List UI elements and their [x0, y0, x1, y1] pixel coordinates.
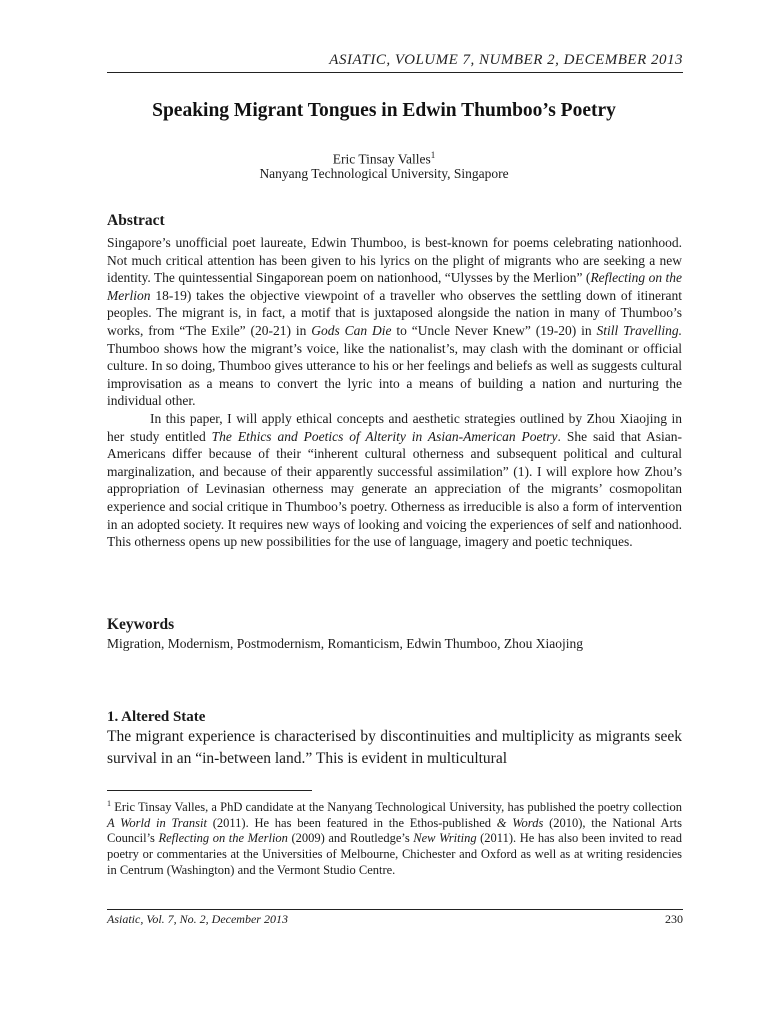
- abstract-body: [107, 234, 682, 551]
- abstract-heading: Abstract: [107, 212, 165, 229]
- keywords-heading: Keywords: [107, 616, 175, 633]
- running-header: ASIATIC, VOLUME 7, NUMBER 2, DECEMBER 2013: [329, 52, 683, 68]
- section-body: The migrant experience is characterised by discontinuities and multiplicity as migrants seek survival in an “in-between land.” This is evident in multicultural: [107, 728, 682, 767]
- footnote-rule: [107, 790, 312, 791]
- header-rule: [107, 72, 683, 73]
- author-line: [0, 150, 768, 168]
- abstract-paragraph: In this paper, I will apply ethical concepts and aesthetic strategies outlined by Zhou Xiaojing in her study entitled The Ethics and Poetics of Alterity in Asian-American Poetry. She said that Asian-Americans differ because of their “inherent cultural otherness and subsequent political and cultural marginalization, and because of their apparently successful assimilation” (1). I will explore how Zhou’s appropriation of Levinasian otherness may generate an appreciation of the migrants’ cosmopolitan experience and social critique in Thumboo’s poetry. Otherness as irreducible is also a form of intervention in an adopted society. It requires new ways of looking and voicing the experiences of self and nationhood. This otherness opens up new possibilities for the use of language, imagery and poetic techniques.: [107, 410, 682, 550]
- footer-citation: Asiatic, Vol. 7, No. 2, December 2013: [107, 912, 288, 926]
- footnote: $^1$ Eric Tinsay Valles, a PhD candidate at the Nanyang Technological University, has published the poetry collection A World in Transit (2011). He has been featured in the Ethos-published & Words (2010), the National Arts Council’s Reflecting on the Merlion (2009) and Routledge’s New Writing (2011). He has also been invited to read poetry or commentaries at the Universities of Melbourne, Chichester and Oxford as well as at writing residencies in Centrum (Washington) and the Vermont Studio Centre.: [107, 799, 683, 877]
- abstract-paragraph: Singapore’s unofficial poet laureate, Edwin Thumboo, is best-known for poems celebrating nationhood. Not much critical attention has been given to his lyrics on the plight of migrants who are seeking a new identity. The quintessential Singaporean poem on nationhood, “Ulysses by the Merlion” (Reflecting on the Merlion 18-19) takes the objective viewpoint of a traveller who observes the settling down of itinerant peoples. The migrant is, in fact, a motif that is juxtaposed alongside the nation in many of Thumboo’s works, from “The Exile” (20-21) in Gods Can Die to “Uncle Never Knew” (19-20) in Still Travelling. Thumboo shows how the migrant’s voice, like the nationalist’s, may clash with the dominant or official culture. In so doing, Thumboo gives utterance to his or her feelings and beliefs as well as suggests cultural improvisation as a means to convert the lyric into a means of building a nation and nurturing the individual other.: [107, 235, 682, 409]
- keywords-list: Migration, Modernism, Postmodernism, Romanticism, Edwin Thumboo, Zhou Xiaojing: [107, 636, 583, 651]
- footnote-marker[interactable]: 1: [430, 150, 436, 160]
- footer-rule: [107, 909, 683, 910]
- footnote-number: 1: [107, 799, 111, 808]
- article-title: Speaking Migrant Tongues in Edwin Thumboo’s Poetry: [152, 100, 616, 121]
- page-number: 230: [665, 912, 683, 926]
- author-affiliation: Nanyang Technological University, Singapore: [259, 166, 509, 181]
- author-name: Eric Tinsay Valles: [332, 151, 431, 167]
- section-heading: 1. Altered State: [107, 709, 206, 725]
